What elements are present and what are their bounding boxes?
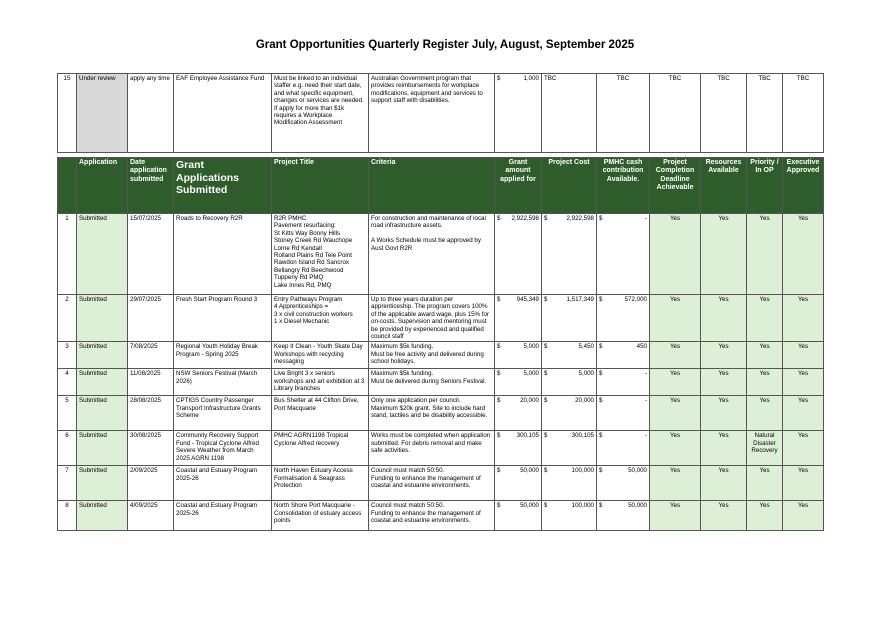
currency-symbol: $: [599, 370, 603, 378]
deadline-cell: Yes: [650, 214, 701, 295]
currency-symbol: $: [544, 432, 548, 440]
resources-cell: Yes: [701, 214, 747, 295]
currency-symbol: $: [599, 502, 603, 510]
grant-cell: NSW Seniors Festival (March 2026): [174, 369, 272, 396]
row-number: 15: [58, 74, 77, 153]
amount-cell: [495, 214, 542, 295]
amount-cell: [495, 74, 542, 153]
currency-symbol: $: [497, 75, 501, 82]
status-cell: Submitted: [77, 396, 128, 431]
row-number: 5: [58, 396, 77, 431]
cost-cell: [542, 501, 597, 531]
priority-cell: Natural Disaster Recovery: [747, 431, 783, 466]
cost-cell-value: 2,922,598: [566, 215, 594, 222]
currency-symbol: $: [544, 397, 548, 405]
priority-cell: Yes: [747, 295, 783, 342]
criteria-cell: Maximum $5k funding. Must be delivered during Seniors Festival.: [369, 369, 495, 396]
exec-cell: Yes: [783, 431, 824, 466]
table-row: [58, 295, 824, 342]
criteria-cell: Maximum $5k funding. Must be free activity and delivered during school holidays.: [369, 342, 495, 369]
row-number: 3: [58, 342, 77, 369]
cost-cell-value: 1,517,349: [566, 296, 594, 303]
amount-cell-value: 5,000: [523, 343, 539, 351]
currency-symbol: $: [544, 296, 548, 303]
status-cell: Submitted: [77, 295, 128, 342]
criteria-cell: Only one application per council. Maximum $20k grant. Site to include hard stand, tactiles and be disability accessible.: [369, 396, 495, 431]
priority-cell: Yes: [747, 466, 783, 501]
cost-cell: [542, 466, 597, 501]
exec-cell: Yes: [783, 501, 824, 531]
pmhc-cell-value: -: [644, 370, 647, 378]
currency-symbol: $: [599, 397, 603, 405]
status-cell: Submitted: [77, 501, 128, 531]
amount-cell: [495, 466, 542, 501]
under-review-table: [57, 73, 824, 153]
cost-cell-value: 300,105: [571, 432, 594, 440]
grant-cell: Coastal and Estuary Program 2025-26: [174, 466, 272, 501]
resources-cell: Yes: [701, 431, 747, 466]
currency-symbol: $: [599, 343, 603, 351]
header-cost: Project Cost: [542, 158, 597, 214]
criteria-cell: Up to three years duration per apprenticeship. The program covers 100% of the applicable award wage, plus 15% for on-costs. Supervision and mentoring must be provided by experienced and qualified council staff: [369, 295, 495, 342]
project-cell: Entry Pathways Program 4 Apprenticeships = 3 x civil construction workers 1 x Diesel Mechanic: [272, 295, 369, 342]
row-number: 7: [58, 466, 77, 501]
currency-symbol: $: [497, 343, 501, 351]
cost-cell: [542, 431, 597, 466]
currency-symbol: $: [497, 370, 501, 378]
deadline-cell: Yes: [650, 342, 701, 369]
pmhc-cell-value: -: [644, 215, 647, 222]
deadline-cell: Yes: [650, 501, 701, 531]
currency-symbol: $: [599, 467, 603, 475]
cost-cell-value: 100,000: [571, 467, 594, 475]
pmhc-cell-value: 450: [636, 343, 647, 351]
header-resources: Resources Available: [701, 158, 747, 214]
pmhc-cell: [597, 466, 650, 501]
amount-cell: [495, 501, 542, 531]
project-cell: Must be linked to an individual staffer e.g. need their start date, and what specific equipment, changes or services are needed. If apply for more than $1k requires a Workplace Modification Assessment: [272, 74, 369, 153]
grant-cell: Roads to Recovery R2R: [174, 214, 272, 295]
project-cell: Live Bright 3 x seniors workshops and art exhibition at 3 Library branches: [272, 369, 369, 396]
status-cell: Submitted: [77, 466, 128, 501]
table-row: [58, 396, 824, 431]
grant-cell: Fresh Start Program Round 3: [174, 295, 272, 342]
date-cell: 15/07/2025: [128, 214, 174, 295]
currency-symbol: $: [544, 502, 548, 510]
row-number: 4: [58, 369, 77, 396]
project-cell: Bus Shelter at 44 Clifton Drive, Port Macquarie: [272, 396, 369, 431]
header-deadline: Project Completion Deadline Achievable: [650, 158, 701, 214]
pmhc-cell: [597, 501, 650, 531]
date-cell: 7/08/2025: [128, 342, 174, 369]
date-cell: 28/08/2025: [128, 396, 174, 431]
exec-cell: Yes: [783, 396, 824, 431]
deadline-cell: Yes: [650, 295, 701, 342]
page-title: Grant Opportunities Quarterly Register July, August, September 2025: [255, 39, 635, 51]
pmhc-cell: [597, 369, 650, 396]
cost-cell: [542, 295, 597, 342]
currency-symbol: $: [497, 397, 501, 405]
amount-cell: [495, 396, 542, 431]
criteria-cell: For construction and maintenance of local road infrastructure assets. A Works Schedule must be approved by Aust Govt R2R: [369, 214, 495, 295]
header-priority: Priority / In OP: [747, 158, 783, 214]
currency-symbol: $: [599, 432, 603, 440]
currency-symbol: $: [544, 370, 548, 378]
amount-cell-value: 945,349: [516, 296, 539, 303]
exec-cell: TBC: [783, 74, 824, 153]
header-date: Date application submitted: [128, 158, 174, 214]
amount-cell-value: 5,000: [523, 370, 539, 378]
table-body: [58, 214, 824, 531]
table-row: [58, 369, 824, 396]
exec-cell: Yes: [783, 342, 824, 369]
resources-cell: TBC: [701, 74, 747, 153]
amount-cell: [495, 369, 542, 396]
amount-cell-value: 50,000: [520, 502, 539, 510]
table-row: [58, 342, 824, 369]
project-cell: PMHC AGRN1198 Tropical Cyclone Alfred recovery: [272, 431, 369, 466]
row-number: 6: [58, 431, 77, 466]
project-cell: North Haven Estuary Access Formalisation & Seagrass Protection: [272, 466, 369, 501]
status-cell: Submitted: [77, 431, 128, 466]
project-cell: North Shore Port Macquarie - Consolidation of estuary access points: [272, 501, 369, 531]
amount-cell-value: 2,922,598: [511, 215, 539, 222]
cost-cell: [542, 214, 597, 295]
pmhc-cell-value: 572,000: [624, 296, 647, 303]
resources-cell: Yes: [701, 342, 747, 369]
resources-cell: Yes: [701, 295, 747, 342]
pmhc-cell-value: 50,000: [628, 502, 647, 510]
header-grant: Grant Applications Submitted: [174, 158, 272, 214]
resources-cell: Yes: [701, 396, 747, 431]
project-cell: R2R PMHC Pavement resurfacing: St Kitts Way Bonny Hills Stoney Creek Rd Wauchope Lorne Rd Kendall Rolland Plains Rd Tele Point Rawdon Island Rd Sancrox Bellangry Rd Beechwood Tuppeny Rd PMQ Lake Innes Rd, PMQ: [272, 214, 369, 295]
table-row: [58, 431, 824, 466]
pmhc-cell-value: -: [644, 432, 647, 440]
currency-symbol: $: [497, 467, 501, 475]
pmhc-cell: [597, 431, 650, 466]
grant-cell: CPTIGS Country Passenger Transport Infrastructure Grants Scheme: [174, 396, 272, 431]
currency-symbol: $: [599, 296, 603, 303]
submitted-applications-table: [57, 157, 824, 531]
row-number: 8: [58, 501, 77, 531]
date-cell: 4/09/2025: [128, 501, 174, 531]
amount-cell: [495, 431, 542, 466]
priority-cell: Yes: [747, 342, 783, 369]
cost-cell: [542, 342, 597, 369]
priority-cell: Yes: [747, 214, 783, 295]
deadline-cell: TBC: [650, 74, 701, 153]
amount-cell: [495, 342, 542, 369]
cost-cell: TBC: [542, 74, 597, 153]
header-project: Project Title: [272, 158, 369, 214]
row-number: 2: [58, 295, 77, 342]
currency-symbol: $: [497, 432, 501, 440]
grant-cell: EAF Employee Assistance Fund: [174, 74, 272, 153]
exec-cell: Yes: [783, 369, 824, 396]
date-cell: apply any time: [128, 74, 174, 153]
currency-symbol: $: [599, 215, 603, 222]
cost-cell: [542, 396, 597, 431]
amount-cell-value: 50,000: [520, 467, 539, 475]
currency-symbol: $: [544, 343, 548, 351]
amount-cell: [495, 295, 542, 342]
cost-cell: [542, 369, 597, 396]
table-row: [58, 214, 824, 295]
header-num: [58, 158, 77, 214]
criteria-cell: Australian Government program that provides reimbursements for workplace modifications, equipment and services to support staff with disabilities.: [369, 74, 495, 153]
currency-symbol: $: [544, 215, 548, 222]
grant-cell: Regional Youth Holiday Break Program - Spring 2025: [174, 342, 272, 369]
deadline-cell: Yes: [650, 431, 701, 466]
pmhc-cell: [597, 342, 650, 369]
exec-cell: Yes: [783, 466, 824, 501]
date-cell: 30/08/2025: [128, 431, 174, 466]
header-amount: Grant amount applied for: [495, 158, 542, 214]
table-row: [58, 466, 824, 501]
date-cell: 11/08/2025: [128, 369, 174, 396]
pmhc-cell: [597, 295, 650, 342]
status-cell: Submitted: [77, 369, 128, 396]
criteria-cell: Council must match 50:50. Funding to enhance the management of coastal and estuarine environments.: [369, 501, 495, 531]
status-cell: Submitted: [77, 214, 128, 295]
status-cell: Submitted: [77, 342, 128, 369]
grant-cell: Community Recovery Support Fund - Tropical Cyclone Alfred Severe Weather from March 2025 AGRN 1198: [174, 431, 272, 466]
pmhc-cell-value: 50,000: [628, 467, 647, 475]
priority-cell: Yes: [747, 501, 783, 531]
criteria-cell: Works must be completed when application submitted. For debris removal and make safe activities.: [369, 431, 495, 466]
resources-cell: Yes: [701, 369, 747, 396]
grant-cell: Coastal and Estuary Program 2025-26: [174, 501, 272, 531]
priority-cell: Yes: [747, 396, 783, 431]
table-row: [58, 501, 824, 531]
resources-cell: Yes: [701, 466, 747, 501]
cost-cell-value: 5,000: [578, 370, 594, 378]
header-exec: Executive Approved: [783, 158, 824, 214]
cost-cell-value: 20,000: [575, 397, 594, 405]
project-cell: Keep It Clean - Youth Skate Day Workshops with recycling messaging: [272, 342, 369, 369]
pmhc-cell: [597, 396, 650, 431]
date-cell: 29/07/2025: [128, 295, 174, 342]
priority-cell: TBC: [747, 74, 783, 153]
criteria-cell: Council must match 50:50. Funding to enhance the management of coastal and estuarine environments.: [369, 466, 495, 501]
amount-cell-value: 300,105: [516, 432, 539, 440]
deadline-cell: Yes: [650, 466, 701, 501]
exec-cell: Yes: [783, 214, 824, 295]
status-cell: Under review: [77, 74, 128, 153]
exec-cell: Yes: [783, 295, 824, 342]
resources-cell: Yes: [701, 501, 747, 531]
priority-cell: Yes: [747, 369, 783, 396]
cost-cell-value: 100,000: [571, 502, 594, 510]
table-row: [58, 74, 824, 153]
header-pmhc: PMHC cash contribution Available.: [597, 158, 650, 214]
currency-symbol: $: [544, 467, 548, 475]
header-row: [58, 158, 824, 214]
amount-value: 1,000: [523, 75, 539, 82]
currency-symbol: $: [497, 502, 501, 510]
amount-cell-value: 20,000: [520, 397, 539, 405]
pmhc-cell: TBC: [597, 74, 650, 153]
currency-symbol: $: [497, 296, 501, 303]
cost-cell-value: 5,450: [578, 343, 594, 351]
deadline-cell: Yes: [650, 369, 701, 396]
header-application: Application: [77, 158, 128, 214]
row-number: 1: [58, 214, 77, 295]
currency-symbol: $: [497, 215, 501, 222]
date-cell: 2/09/2025: [128, 466, 174, 501]
pmhc-cell: [597, 214, 650, 295]
header-criteria: Criteria: [369, 158, 495, 214]
pmhc-cell-value: -: [644, 397, 647, 405]
deadline-cell: Yes: [650, 396, 701, 431]
